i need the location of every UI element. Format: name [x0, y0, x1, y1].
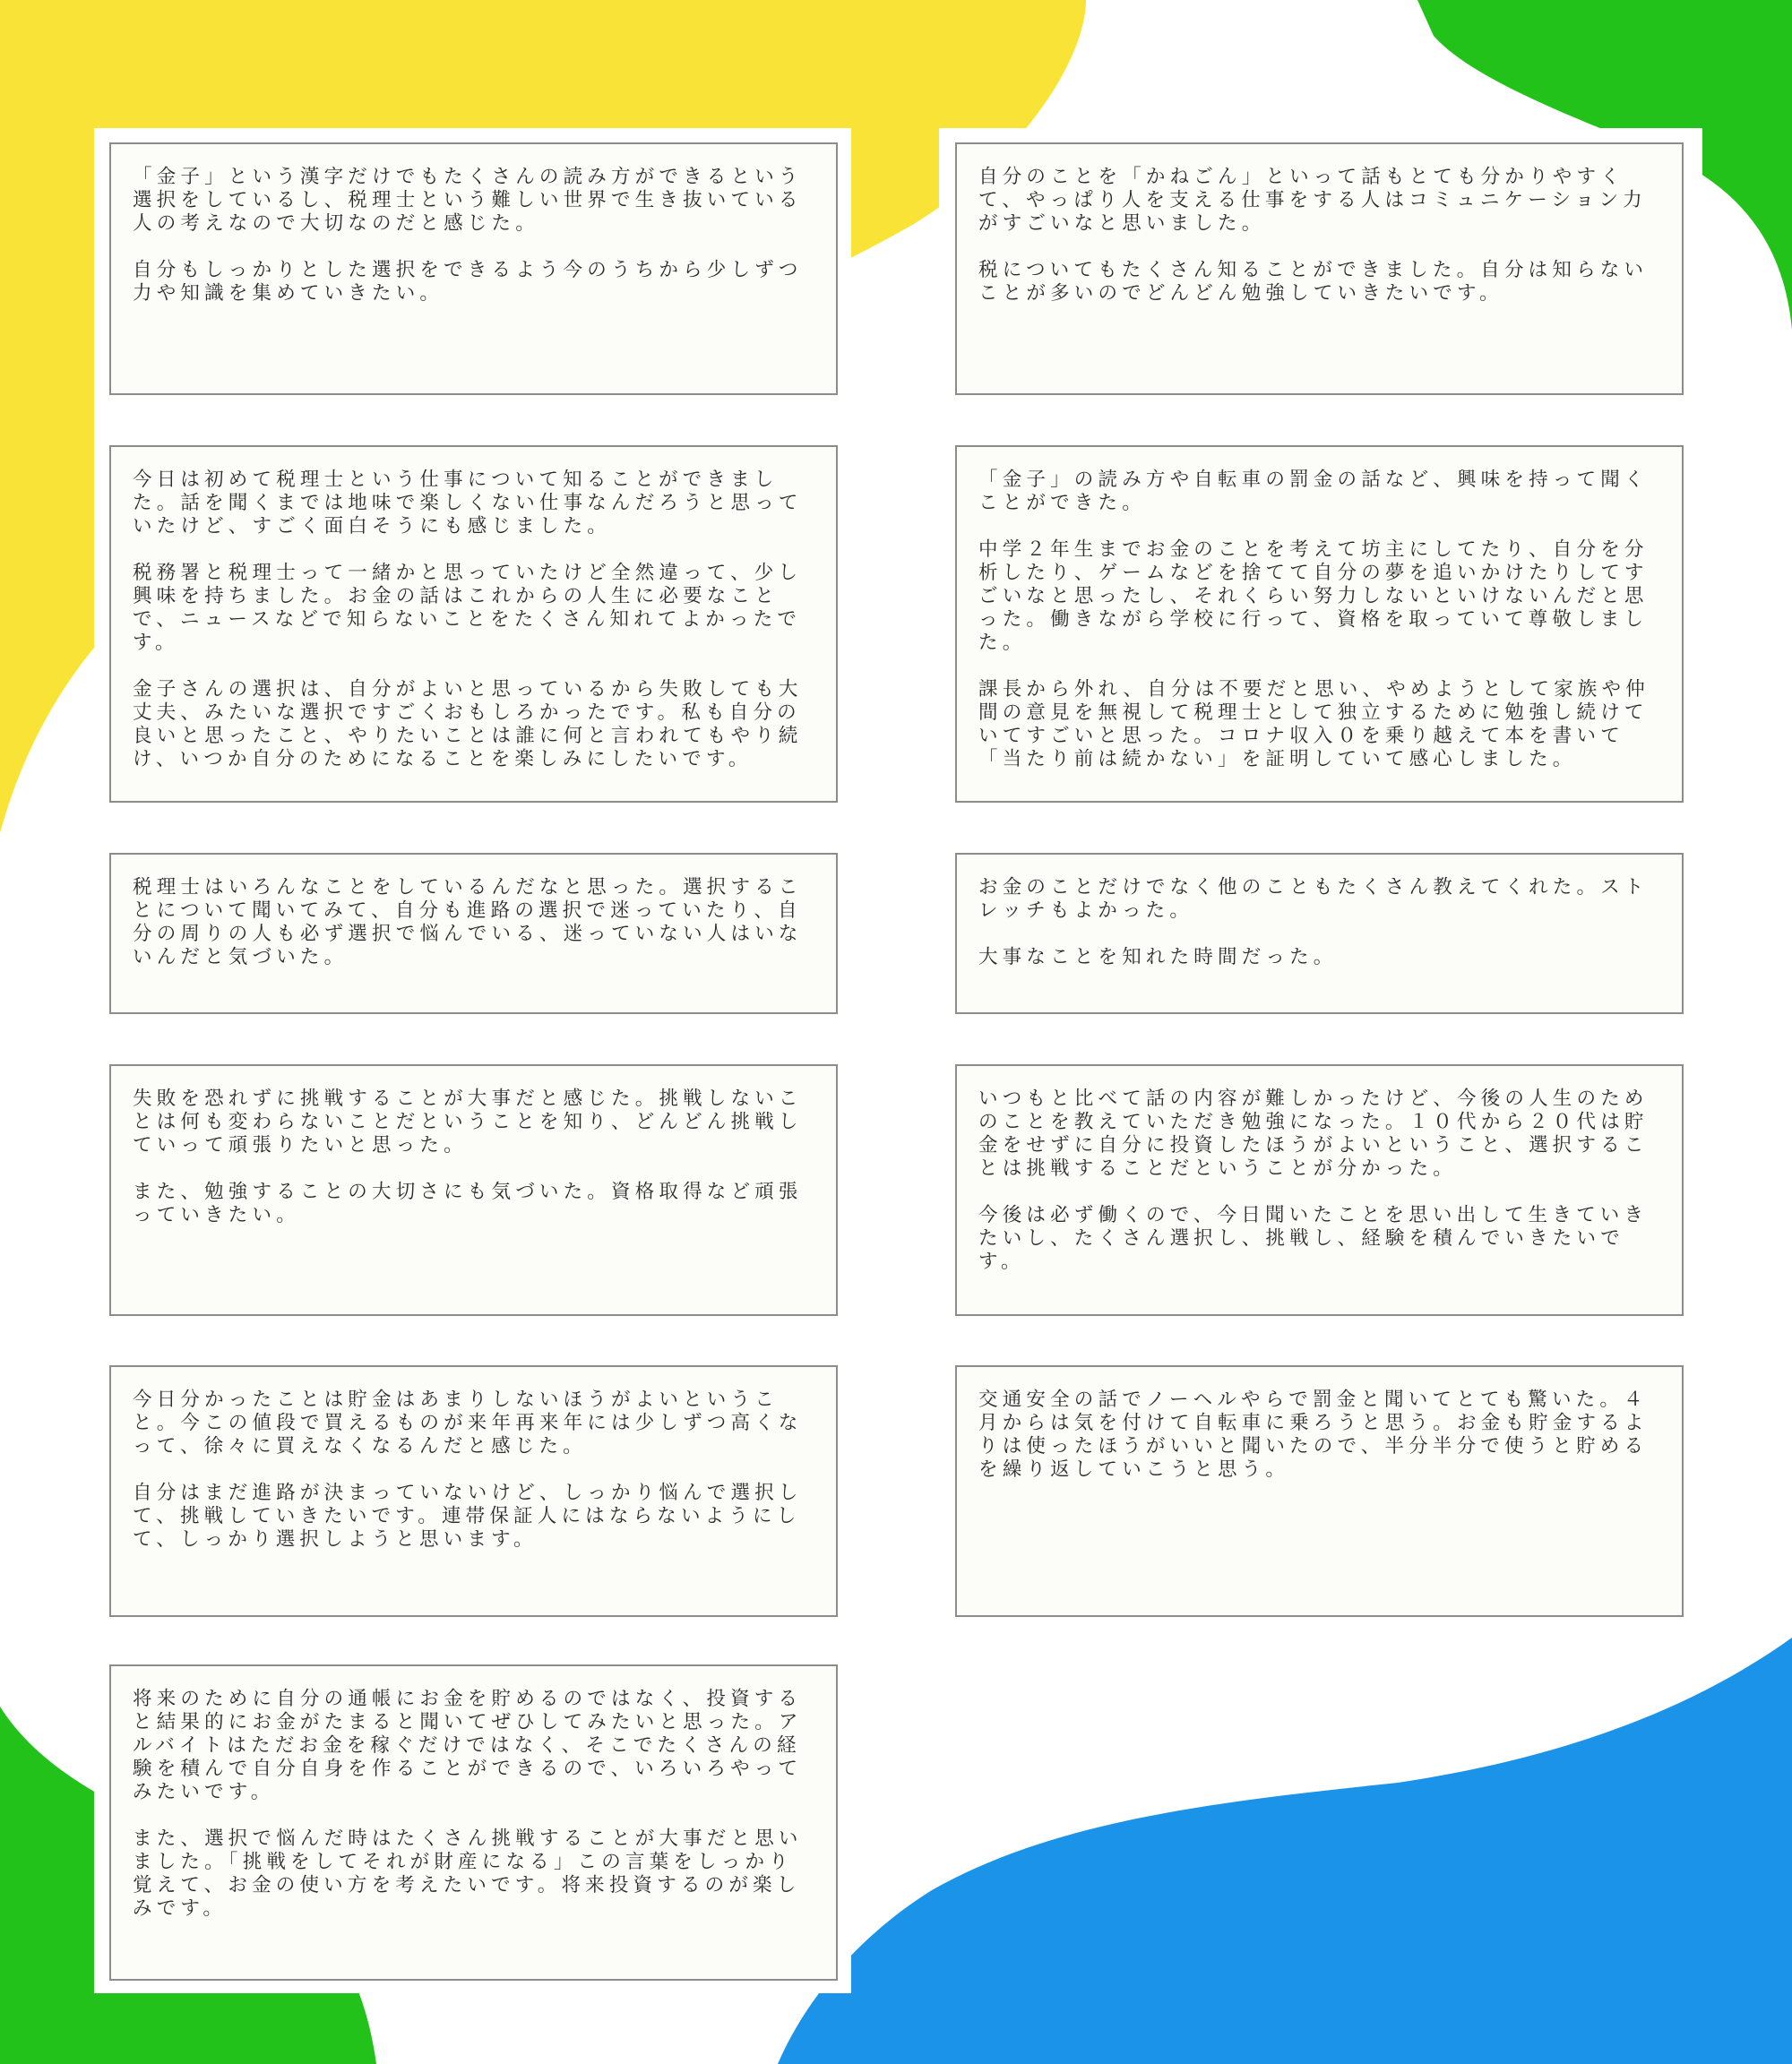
comment-paragraph: お金のことだけでなく他のこともたくさん教えてくれた。ストレッチもよかった。 [978, 876, 1649, 922]
comment-card-2 [955, 142, 1684, 395]
comment-card-7 [109, 1064, 838, 1316]
comment-card-11 [109, 1664, 838, 1981]
comment-paragraph: 今後は必ず働くので、今日聞いたことを思い出して生きていきたいし、たくさん選択し、挑戦し、経験を積んでいきたいです。 [978, 1204, 1649, 1273]
comment-card-1 [109, 142, 838, 395]
comment-paragraph: 「金子」という漢字だけでもたくさんの読み方ができるという選択をしているし、税理士という難しい世界で生き抜いている人の考えなので大切なのだと感じた。 [133, 166, 803, 235]
comment-paragraph: 税理士はいろんなことをしているんだなと思った。選択することについて聞いてみて、自分も進路の選択で迷っていたり、自分の周りの人も必ず選択で悩んでいる、迷っていない人はいないんだと気づいた。 [133, 876, 803, 968]
comment-paragraph: 「金子」の読み方や自転車の罰金の話など、興味を持って聞くことができた。 [978, 469, 1649, 514]
comment-paragraph: 今日は初めて税理士という仕事について知ることができました。話を聞くまでは地味で楽しくない仕事なんだろうと思っていたけど、すごく面白そうにも感じました。 [133, 469, 803, 538]
comment-paragraph: 今日分かったことは貯金はあまりしないほうがよいということ。今この値段で買えるものが来年再来年には少しずつ高くなって、徐々に買えなくなるんだと感じた。 [133, 1389, 803, 1458]
comment-paragraph: 自分もしっかりとした選択をできるよう今のうちから少しずつ力や知識を集めていきたい。 [133, 259, 803, 305]
comment-paragraph: 中学２年生までお金のことを考えて坊主にしてたり、自分を分析したり、ゲームなどを捨てて自分の夢を追いかけたりしてすごいなと思ったし、それくらい努力しないといけないんだと思った。働きながら学校に行って、資格を取っていて尊敬しました。 [978, 538, 1649, 654]
comment-paragraph: 税務署と税理士って一緒かと思っていたけど全然違って、少し興味を持ちました。お金の話はこれからの人生に必要なことで、ニュースなどで知らないことをたくさん知れてよかったです。 [133, 562, 803, 654]
comment-paragraph: 交通安全の話でノーヘルやらで罰金と聞いてとても驚いた。４月からは気を付けて自転車に乗ろうと思う。お金も貯金するよりは使ったほうがいいと聞いたので、半分半分で使うと貯めるを繰り返していこうと思う。 [978, 1389, 1649, 1481]
comment-paragraph: 将来のために自分の通帳にお金を貯めるのではなく、投資すると結果的にお金がたまると聞いてぜひしてみたいと思った。アルバイトはただお金を稼ぐだけではなく、そこでたくさんの経験を積んで自分自身を作ることができるので、いろいろやってみたいです。 [133, 1688, 803, 1803]
comment-paragraph: 自分のことを「かねごん」といって話もとても分かりやすくて、やっぱり人を支える仕事をする人はコミュニケーション力がすごいなと思いました。 [978, 166, 1647, 235]
comment-paragraph: 税についてもたくさん知ることができました。自分は知らないことが多いのでどんどん勉強していきたいです。 [978, 259, 1649, 305]
comment-card-10 [955, 1365, 1684, 1617]
comment-paragraph: また、選択で悩んだ時はたくさん挑戦することが大事だと思いました。「挑戦をしてそれが財産になる」この言葉をしっかり覚えて、お金の使い方を考えたいです。将来投資するのが楽しみです。 [133, 1828, 803, 1920]
comment-paragraph: 失敗を恐れずに挑戦することが大事だと感じた。挑戦しないことは何も変わらないことだということを知り、どんどん挑戦していって頑張りたいと思った。 [133, 1088, 803, 1157]
comment-paragraph: 課長から外れ、自分は不要だと思い、やめようとして家族や仲間の意見を無視して税理士として独立するために勉強し続けていてすごいと思った。コロナ収入０を乗り越えて本を書いて「当たり前は続かない」を証明していて感心しました。 [978, 678, 1650, 770]
comment-paragraph: 自分はまだ進路が決まっていないけど、しっかり悩んで選択して、挑戦していきたいです。連帯保証人にはならないようにして、しっかり選択しようと思います。 [133, 1482, 803, 1551]
blue-blob [778, 1638, 1792, 2064]
comment-paragraph: 大事なことを知れた時間だった。 [978, 946, 1338, 968]
comment-paragraph: また、勉強することの大切さにも気づいた。資格取得など頑張っていきたい。 [133, 1181, 803, 1226]
comment-card-6 [955, 853, 1684, 1014]
comment-card-5 [109, 853, 838, 1014]
comment-card-3 [109, 445, 838, 803]
comment-card-9 [109, 1365, 838, 1617]
comment-paragraph: いつもと比べて話の内容が難しかったけど、今後の人生のためのことを教えていただき勉強になった。１０代から２０代は貯金をせずに自分に投資したほうがよいということ、選択することは挑戦することだということが分かった。 [978, 1088, 1649, 1180]
comment-card-4 [955, 445, 1684, 803]
comment-paragraph: 金子さんの選択は、自分がよいと思っているから失敗しても大丈夫、みたいな選択ですごくおもしろかったです。私も自分の良いと思ったこと、やりたいことは誰に何と言われてもやり続け、いつか自分のためになることを楽しみにしたいです。 [133, 678, 803, 770]
comment-card-8 [955, 1064, 1684, 1316]
